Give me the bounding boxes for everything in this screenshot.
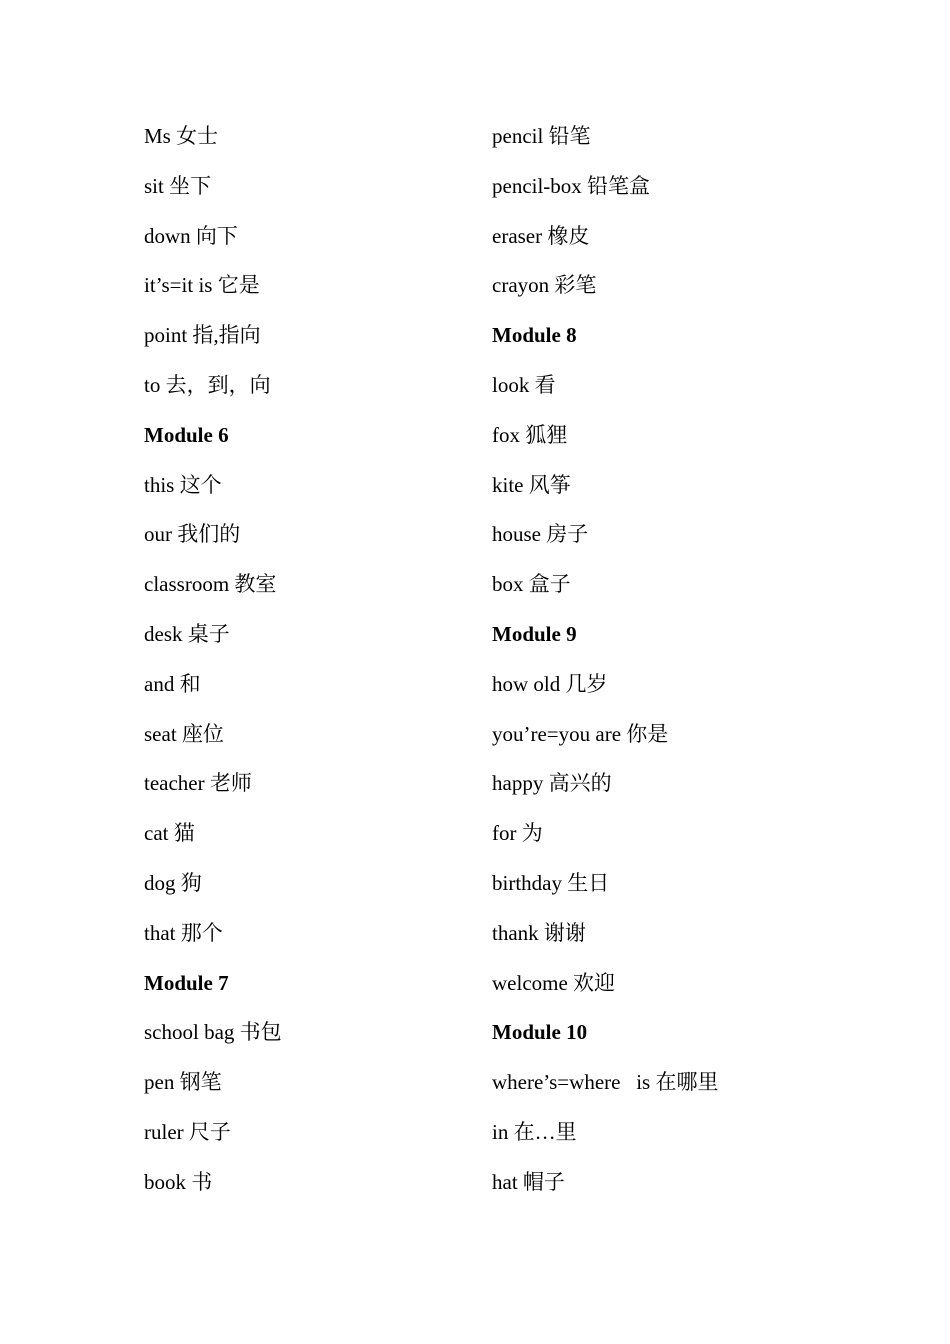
vocab-entry: our 我们的 <box>144 522 241 547</box>
module-heading: Module 7 <box>144 970 229 995</box>
vocab-entry: for 为 <box>492 821 543 846</box>
right-vocab-column <box>492 119 832 1215</box>
vocab-entry: welcome 欢迎 <box>492 970 616 995</box>
vocab-entry: fox 狐狸 <box>492 422 568 447</box>
vocab-entry: box 盒子 <box>492 572 571 597</box>
vocab-entry: that 那个 <box>144 920 223 945</box>
vocab-entry: sit 坐下 <box>144 173 212 198</box>
vocab-entry: ruler 尺子 <box>144 1119 231 1144</box>
left-vocab-column <box>144 119 484 1215</box>
module-heading: Module 9 <box>492 621 577 646</box>
vocab-entry: Ms 女士 <box>144 124 219 148</box>
vocab-entry: dog 狗 <box>144 870 202 895</box>
vocab-entry: pencil-box 铅笔盒 <box>492 173 651 198</box>
vocab-entry: birthday 生日 <box>492 870 610 895</box>
vocab-entry: seat 座位 <box>144 721 224 746</box>
vocab-entry: in 在…里 <box>492 1119 577 1144</box>
vocab-entry: this 这个 <box>144 472 222 497</box>
module-heading: Module 8 <box>492 323 577 348</box>
vocab-entry: hat 帽子 <box>492 1169 565 1194</box>
vocab-entry: it’s=it is 它是 <box>144 273 260 298</box>
vocab-entry: pencil 铅笔 <box>492 124 591 148</box>
vocab-entry: you’re=you are 你是 <box>492 721 669 746</box>
vocab-entry: desk 桌子 <box>144 621 230 646</box>
vocab-entry: look 看 <box>492 372 556 397</box>
module-heading: Module 10 <box>492 1020 588 1045</box>
vocab-entry: kite 风筝 <box>492 472 571 497</box>
vocab-entry: to 去，到，向 <box>144 372 271 397</box>
module-heading: Module 6 <box>144 422 229 447</box>
vocab-entry: crayon 彩笔 <box>492 273 597 298</box>
vocab-entry: classroom 教室 <box>144 572 277 597</box>
vocab-entry: happy 高兴的 <box>492 771 612 796</box>
vocab-entry: where’s=where is 在哪里 <box>492 1070 719 1095</box>
vocab-entry: teacher 老师 <box>144 771 252 796</box>
vocab-entry: book 书 <box>144 1169 213 1194</box>
vocab-entry: how old 几岁 <box>492 671 608 696</box>
vocab-entry: and 和 <box>144 671 201 696</box>
vocab-entry: pen 钢笔 <box>144 1070 222 1095</box>
vocab-entry: down 向下 <box>144 223 238 248</box>
vocab-entry: cat 猫 <box>144 821 195 846</box>
vocab-entry: eraser 橡皮 <box>492 223 590 248</box>
vocab-entry: school bag 书包 <box>144 1020 282 1045</box>
vocab-entry: thank 谢谢 <box>492 920 586 945</box>
vocab-entry: house 房子 <box>492 522 589 547</box>
vocab-entry: point 指,指向 <box>144 323 261 348</box>
